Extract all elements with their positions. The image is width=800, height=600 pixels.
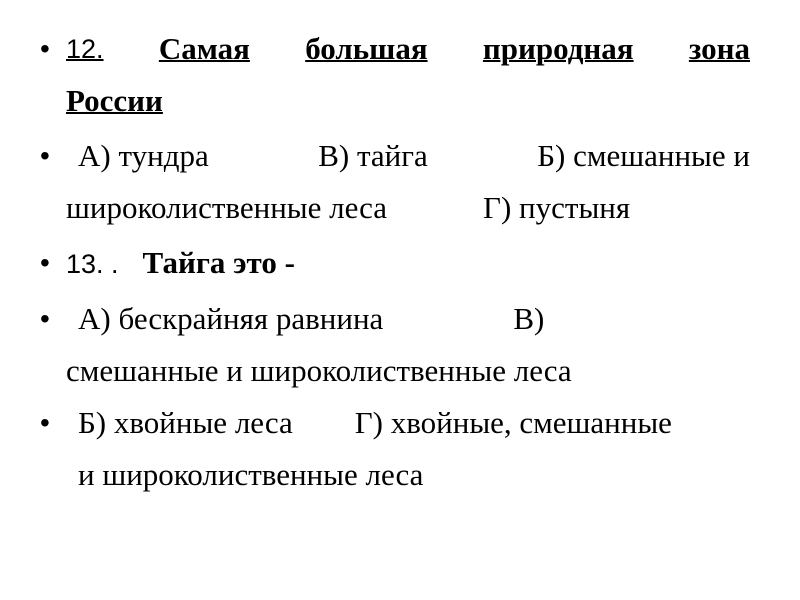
option-a: А) тундра (78, 138, 209, 173)
option-b: Б) смешанные и (537, 138, 750, 173)
question-12-word: большая (305, 31, 428, 66)
question-12-word: Самая (158, 31, 250, 66)
option-v-continued: смешанные и широколиственные леса (66, 353, 572, 388)
option-v: В) (513, 301, 545, 336)
option-v: В) тайга (318, 138, 428, 173)
question-13-line (66, 237, 750, 289)
option-b-continued: широколиственные леса (66, 190, 388, 225)
options-13-line2 (66, 345, 750, 397)
option-b: Б) хвойные леса (78, 405, 293, 440)
option-g: Г) пустыня (483, 190, 631, 225)
question-13-title: Тайга это - (142, 245, 295, 280)
bullet-icon: • (40, 407, 50, 438)
option-g: Г) хвойные, смешанные (354, 405, 672, 440)
options-13-line3 (66, 397, 750, 449)
options-line2 (66, 182, 750, 234)
question-12-line2 (66, 75, 750, 127)
question-12-word: природная (482, 31, 634, 66)
question-12-word: зона (688, 31, 750, 66)
question-12-line1 (66, 23, 750, 75)
question-12-number: 12. (66, 34, 104, 64)
options-13-line1 (66, 293, 750, 345)
option-g-continued: и широколиственные леса (78, 457, 424, 492)
options-13-line4 (66, 449, 750, 501)
question-13-number: 13. . (66, 249, 119, 279)
bullet-icon: • (40, 303, 50, 334)
bullet-icon: • (40, 140, 50, 171)
options-line1 (66, 130, 750, 182)
question-12-topic: России (66, 83, 163, 118)
bullet-icon: • (40, 33, 50, 64)
bullet-icon: • (40, 247, 50, 278)
option-a: А) бескрайняя равнина (78, 301, 384, 336)
